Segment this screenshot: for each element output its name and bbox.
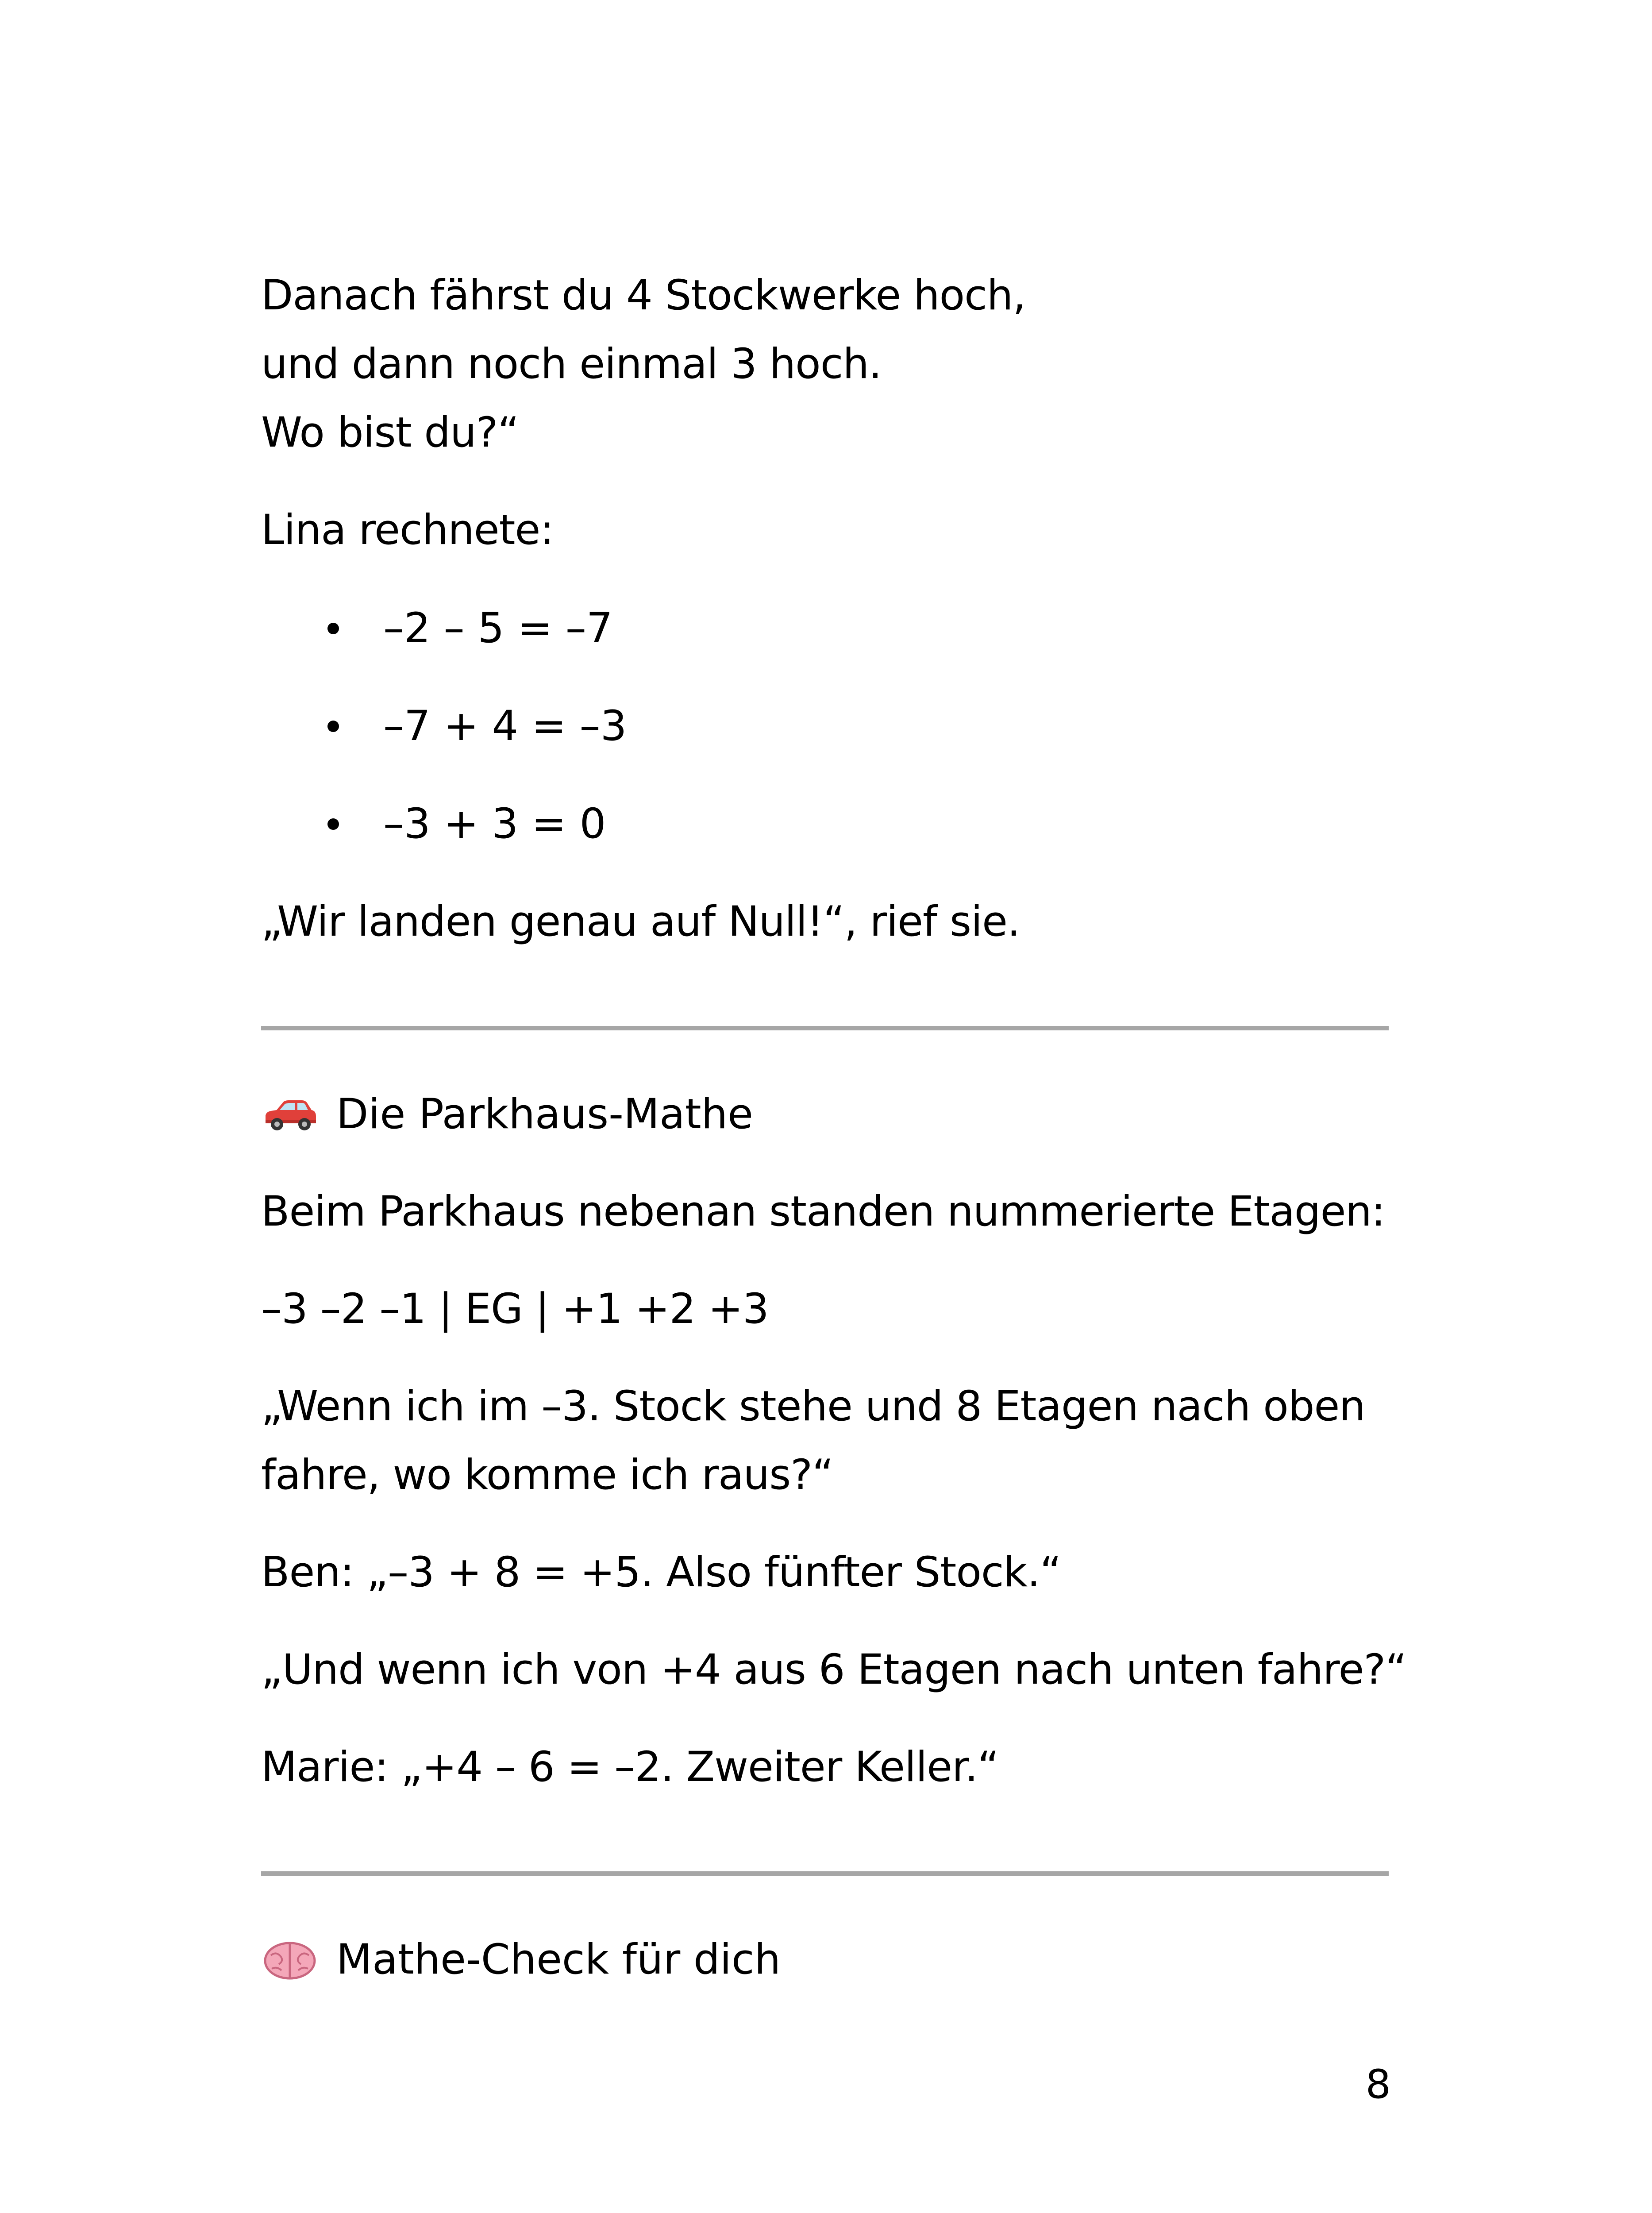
paragraph-line: Lina rechnete: [261,506,554,554]
paragraph-line: „Und wenn ich von +4 aus 6 Etagen nach unten fahre?“ [261,1646,1407,1694]
list-item [327,594,613,663]
floor-labels: –3 –2 –1 | EG | +1 +2 +3 [261,1285,769,1333]
paragraph-line: Marie: „+4 – 6 = –2. Zweiter Keller.“ [261,1743,999,1791]
section-divider [261,1026,1389,1030]
list-item-text: –2 – 5 = –7 [383,604,613,652]
bullet-icon [327,818,339,830]
list-item [327,692,627,760]
bullet-icon [327,623,339,634]
list-item [327,790,606,858]
section-heading-parking [261,1080,753,1149]
page-number: 8 [1365,2061,1391,2108]
paragraph-line: fahre, wo komme ich raus?“ [261,1451,833,1499]
list-item-text: –3 + 3 = 0 [383,800,606,848]
paragraph-line: Beim Parkhaus nebenan standen nummerierte Etagen: [261,1187,1385,1236]
paragraph-line: und dann noch einmal 3 hoch. [261,340,882,388]
section-title: Mathe-Check für dich [336,1935,781,1984]
section-title: Die Parkhaus-Mathe [336,1090,753,1138]
section-heading-check [261,1925,781,1994]
exclamation-line: „Wir landen genau auf Null!“, rief sie. [261,898,1020,946]
section-divider [261,1871,1389,1876]
list-item-text: –7 + 4 = –3 [383,702,627,750]
paragraph-line: Wo bist du?“ [261,409,519,457]
car-icon [261,1092,319,1137]
paragraph-line: „Wenn ich im –3. Stock stehe und 8 Etagen nach oben [261,1382,1365,1430]
paragraph-line: Danach fährst du 4 Stockwerke hoch, [261,271,1026,320]
paragraph-line: Ben: „–3 + 8 = +5. Also fünfter Stock.“ [261,1548,1061,1596]
bullet-icon [327,721,339,732]
brain-icon [261,1938,319,1982]
